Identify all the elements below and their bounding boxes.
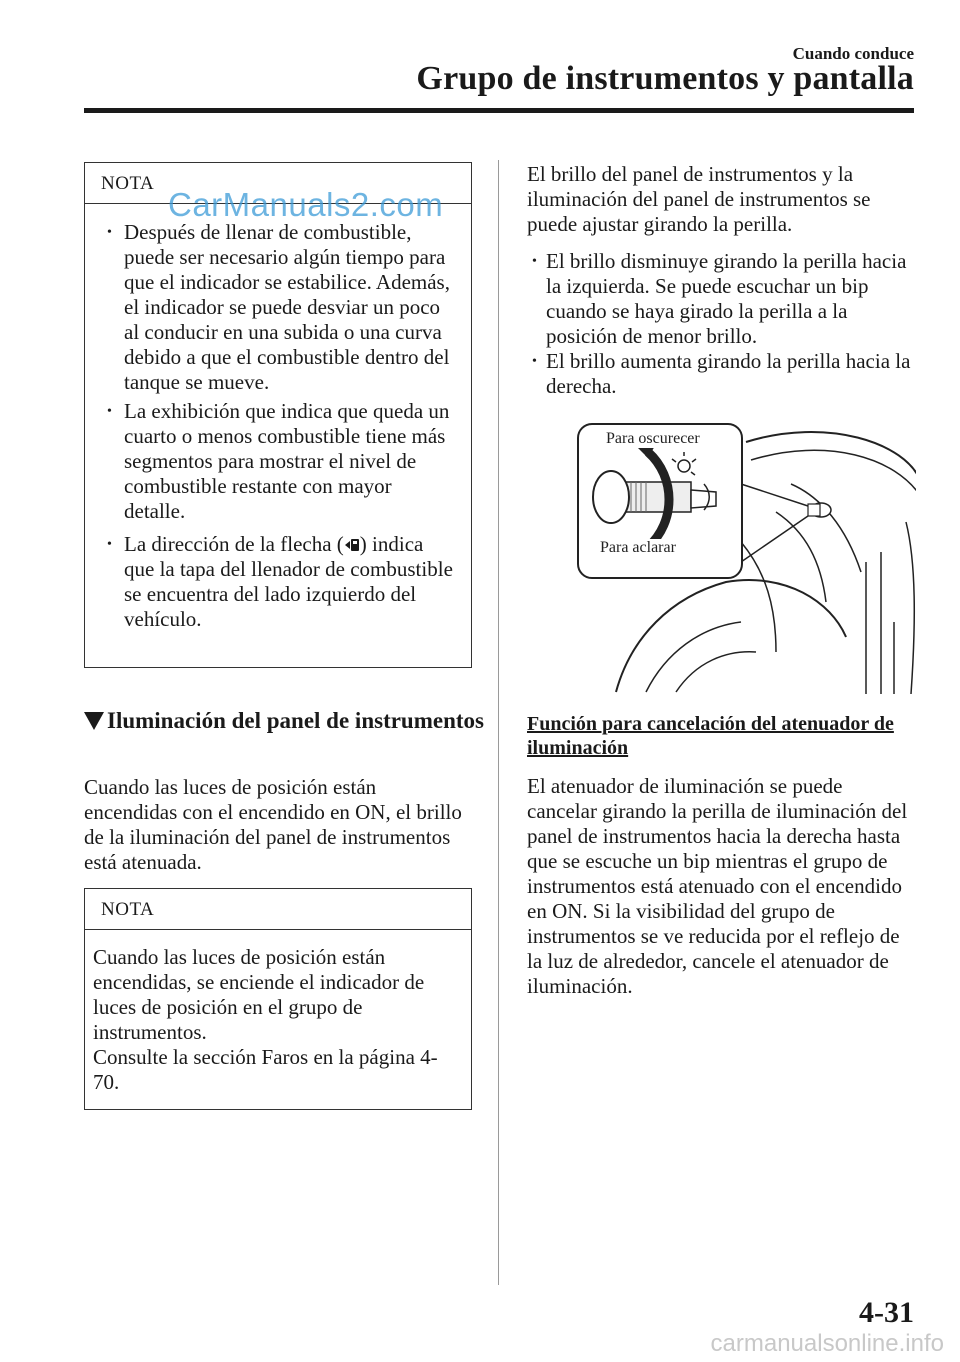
footer-url[interactable]: carmanualsonline.info xyxy=(710,1330,944,1357)
note-body xyxy=(85,930,471,1109)
note-bullet: • La exhibición que indica que queda un cuarto o menos combustible tiene más segmentos para mostrar el nivel de combustible restante con mayor detalle. xyxy=(107,399,457,524)
arrow-text-before: La dirección de la flecha ( xyxy=(124,532,344,556)
dimmer-illustration xyxy=(576,422,916,694)
section-body: Cuando las luces de posición están encendidas con el encendido en ON, el brillo de la iluminación del panel de instrumentos está atenuada. xyxy=(84,775,462,874)
note-label: NOTA xyxy=(101,899,155,920)
running-header-title: Grupo de instrumentos y pantalla xyxy=(416,60,914,97)
header-rule xyxy=(84,108,914,113)
fuel-door-arrow-icon xyxy=(344,537,360,553)
right-bullet: • El brillo disminuye girando la perilla hacia la izquierda. Se puede escuchar un bip cuando se haya girado la perilla a la posición de menor brillo. xyxy=(532,249,917,349)
section-triangle-icon xyxy=(84,712,104,730)
arrow-text-after: ) indica que la tapa del llenador de combustible se encuentra del lado izquierdo del vehículo. xyxy=(124,532,453,631)
note-text: Cuando las luces de posición están encendidas, se enciende el indicador de luces de posición en el grupo de instrumentos. xyxy=(93,945,425,1044)
running-header-section: Cuando conduce xyxy=(792,44,914,63)
watermark-logo: CarManuals2.com xyxy=(168,186,444,223)
page-number: 4-31 xyxy=(859,1296,914,1329)
right-bullets xyxy=(532,249,917,399)
note-body xyxy=(85,204,471,650)
note-reference: Consulte la sección Faros en la página 4-70. xyxy=(93,1045,438,1094)
note-label: NOTA xyxy=(101,173,155,194)
note-box-position-lights xyxy=(84,888,472,1110)
note-bullet xyxy=(107,532,457,632)
figure-label-darker: Para oscurecer xyxy=(606,430,700,447)
note-header xyxy=(85,889,471,930)
note-bullet: • Después de llenar de combustible, puede ser necesario algún tiempo para que el indicador se estabilice. Además, el indicador se puede desviar un poco al conducir en una subida o una curva debido a que el combustible dentro del tanque se mueve. xyxy=(107,220,457,395)
section-heading-text: Iluminación del panel de instrumentos xyxy=(107,708,484,733)
figure-label-lighter: Para aclarar xyxy=(600,539,676,556)
note-box-fuel xyxy=(84,162,472,668)
subheading-body: El atenuador de iluminación se puede cancelar girando la perilla de iluminación del panel de instrumentos hacia la derecha hasta que se escuche un bip mientras el grupo de instrumentos está atenuado con el encendido en ON. Si la visibilidad del grupo de instrumentos se ve reducida por el reflejo de la luz de alrededor, cancele el atenuador de iluminación. xyxy=(527,774,908,998)
subheading: Función para cancelación del atenuador de iluminación xyxy=(527,713,894,759)
column-divider xyxy=(498,160,499,1285)
right-intro: El brillo del panel de instrumentos y la iluminación del panel de instrumentos se puede ajustar girando la perilla. xyxy=(527,162,871,236)
right-bullet: • El brillo aumenta girando la perilla hacia la derecha. xyxy=(532,349,917,399)
section-heading xyxy=(84,708,484,734)
dimmer-knob-figure xyxy=(576,422,916,699)
